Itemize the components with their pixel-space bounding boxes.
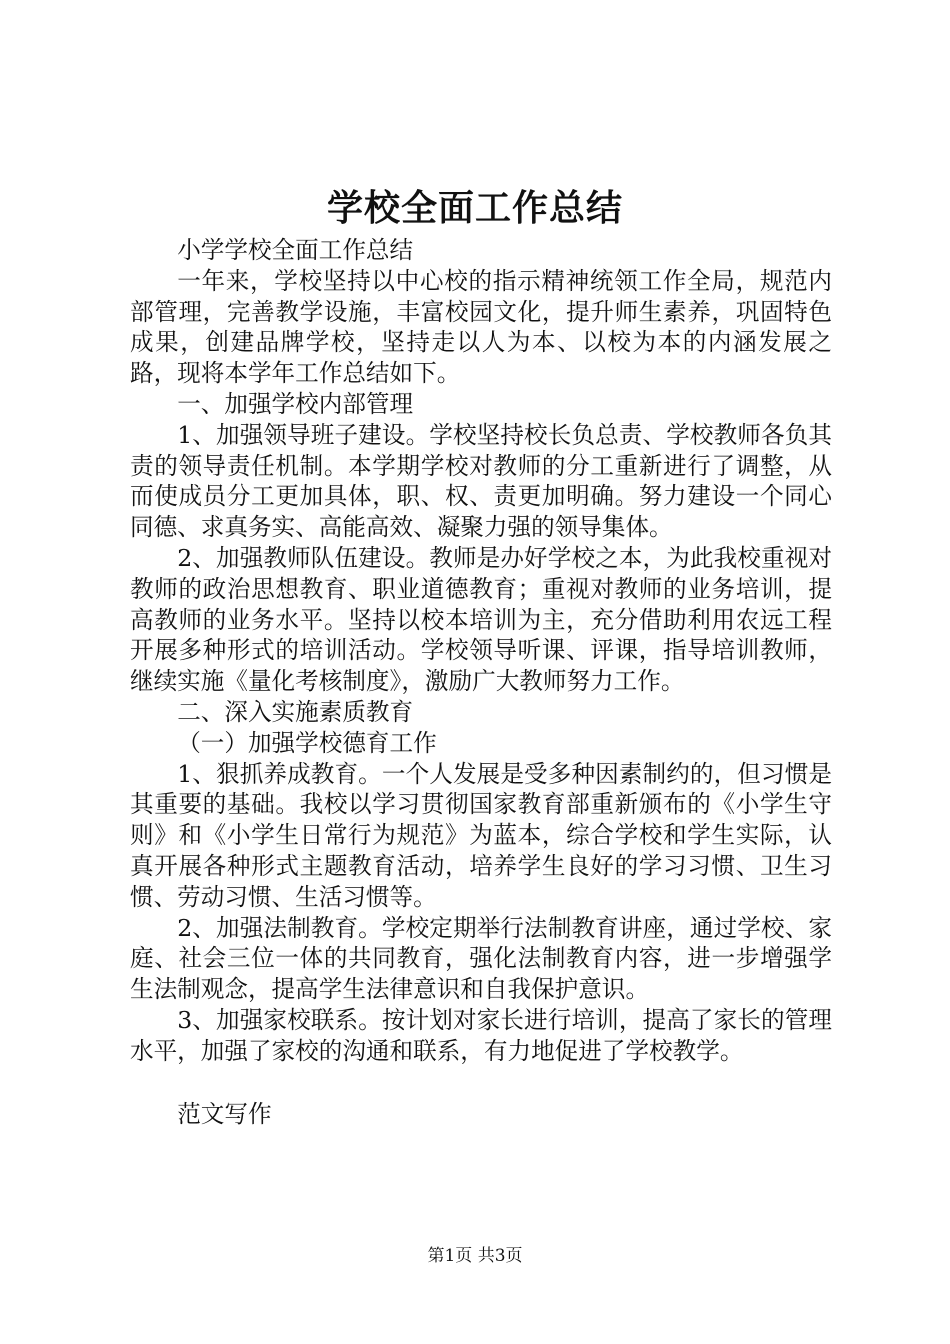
paragraph-home-school: 3、加强家校联系。按计划对家长进行培训，提高了家长的管理水平，加强了家校的沟通和联系，有力地促进了学校教学。	[130, 1005, 832, 1065]
paragraph-teachers: 2、加强教师队伍建设。教师是办好学校之本，为此我校重视对教师的政治思想教育、职业道德教育；重视对教师的业务培训，提高教师的业务水平。坚持以校本培训为主，充分借助利用农远工程开展多种形式的培训活动。学校领导听课、评课，指导培训教师，继续实施《量化考核制度》，激励广大教师努力工作。	[130, 543, 832, 696]
paragraph-legal: 2、加强法制教育。学校定期举行法制教育讲座，通过学校、家庭、社会三位一体的共同教育，强化法制教育内容，进一步增强学生法制观念，提高学生法律意识和自我保护意识。	[130, 913, 832, 1004]
subsection-heading-1: （一）加强学校德育工作	[177, 728, 437, 757]
page-footer: 第1页 共3页	[427, 1246, 523, 1266]
paragraph-intro: 一年来，学校坚持以中心校的指示精神统领工作全局，规范内部管理，完善教学设施，丰富校园文化，提升师生素养，巩固特色成果，创建品牌学校，坚持走以人为本、以校为本的内涵发展之路，现将本学年工作总结如下。	[130, 266, 832, 388]
document-body	[130, 235, 832, 1129]
paragraph-subtitle: 小学学校全面工作总结	[177, 236, 414, 264]
section-heading-2: 二、深入实施素质教育	[177, 697, 414, 726]
paragraph-leadership: 1、加强领导班子建设。学校坚持校长负总责、学校教师各负其责的领导责任机制。本学期学校对教师的分工重新进行了调整，从而使成员分工更加具体，职、权、责更加明确。努力建设一个同心同德、求真务实、高能高效、凝聚力强的领导集体。	[130, 420, 832, 542]
paragraph-habits: 1、狠抓养成教育。一个人发展是受多种因素制约的，但习惯是其重要的基础。我校以学习贯彻国家教育部重新颁布的《小学生守则》和《小学生日常行为规范》为蓝本，综合学校和学生实际，认真开展各种形式主题教育活动，培养学生良好的学习习惯、卫生习惯、劳动习惯、生活习惯等。	[130, 759, 832, 911]
paragraph-sample-writing: 范文写作	[177, 1099, 272, 1128]
document-title: 学校全面工作总结	[326, 187, 623, 229]
section-heading-1: 一、加强学校内部管理	[177, 389, 414, 418]
